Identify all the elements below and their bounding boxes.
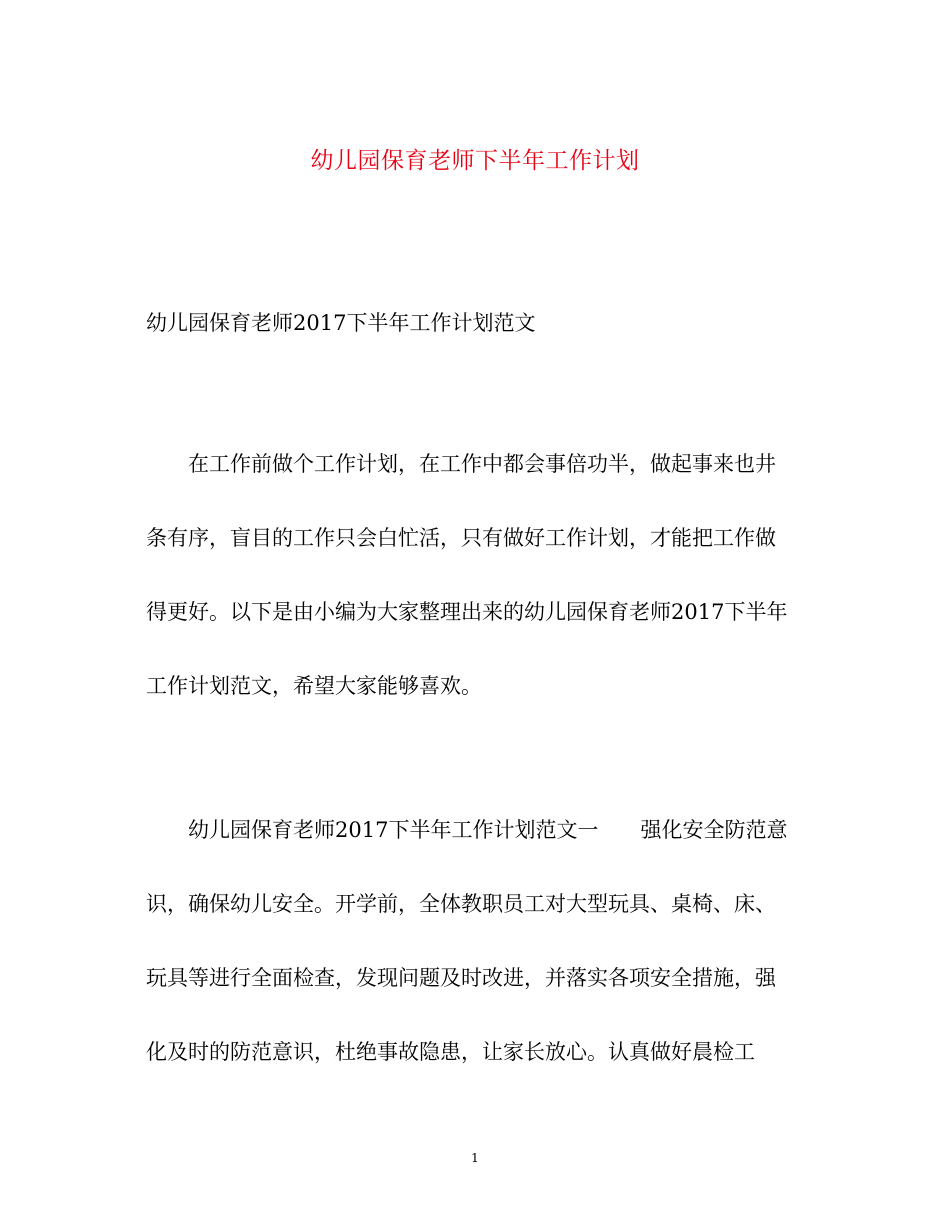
paragraph-first-line [188,812,787,848]
paragraph-line: 在工作前做个工作计划，在工作中都会事倍功半，做起事来也井 [188,452,776,476]
paragraph-line: 化及时的防范意识，杜绝事故隐患，让家长放心。认真做好晨检工 [146,1040,755,1064]
paragraph-line: 识，确保幼儿安全。开学前，全体教职员工对大型玩具、桌椅、床、 [146,892,776,916]
paragraph-line: 得更好。以下是由小编为大家整理出来的幼儿园保育老师2017下半年 [146,600,788,624]
section-heading: 幼儿园保育老师2017下半年工作计划范文一 [188,818,599,842]
document-subtitle: 幼儿园保育老师2017下半年工作计划范文 [146,311,536,335]
paragraph-line: 玩具等进行全面检查，发现问题及时改进，并落实各项安全措施，强 [146,966,776,990]
page-number: 1 [471,1151,479,1165]
document-title: 幼儿园保育老师下半年工作计划 [310,148,640,174]
paragraph-line: 条有序，盲目的工作只会白忙活，只有做好工作计划，才能把工作做 [146,526,776,550]
paragraph-text: 强化安全防范意 [640,818,788,842]
paragraph-line: 工作计划范文，希望大家能够喜欢。 [146,674,482,698]
